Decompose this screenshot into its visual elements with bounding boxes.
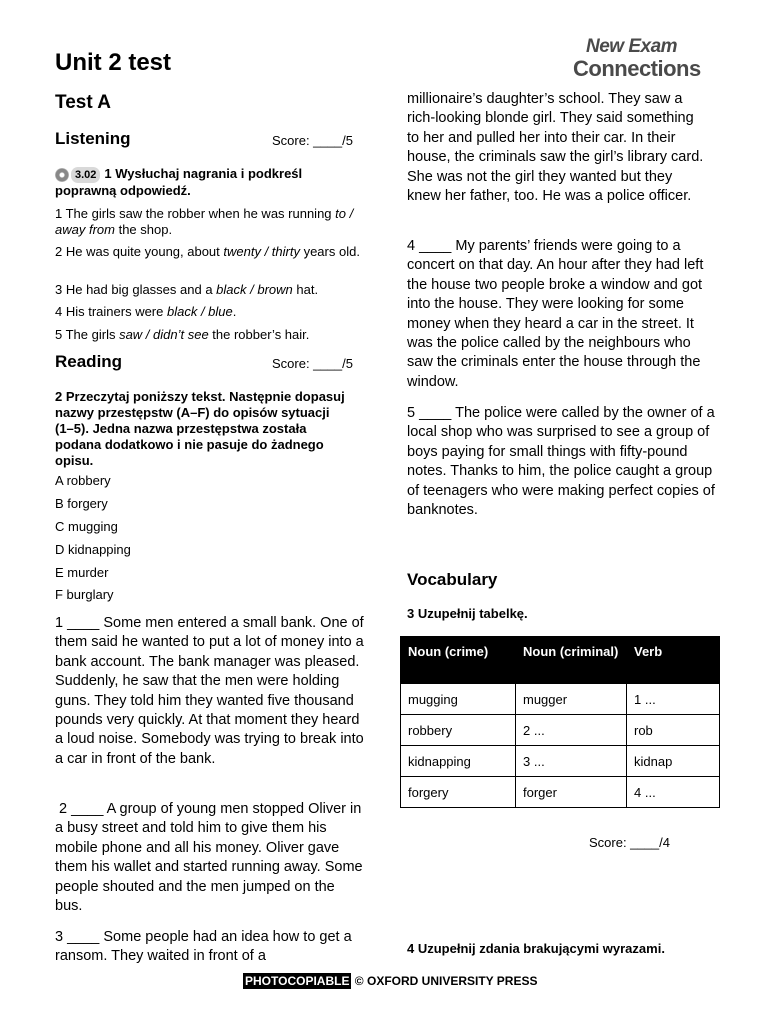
- unit-title: Unit 2 test: [55, 49, 172, 76]
- reading-heading: Reading: [55, 352, 123, 371]
- option-b: B forgery: [55, 496, 108, 511]
- listening-item: 3 He had big glasses and a black / brown hat.: [55, 282, 319, 297]
- vocabulary-score: Score: ____/4: [589, 835, 670, 850]
- column-header: Noun (crime): [401, 637, 516, 684]
- option-a: A robbery: [55, 473, 111, 488]
- table-header-row: [401, 637, 720, 684]
- footer: [243, 974, 537, 988]
- reading-text-2: 2 ____ A group of young men stopped Oliver in a busy street and told him to give them his mobile phone and all his money. Oliver gave them his wallet and started running away. Some people shouted and the men jumped on the bus.: [55, 801, 367, 915]
- listening-instruction: [55, 166, 355, 199]
- table-row: [401, 715, 720, 746]
- table-row: [401, 746, 720, 777]
- photocopiable-label: PHOTOCOPIABLE: [245, 974, 350, 988]
- reading-text-3-continued: millionaire’s daughter’s school. They saw a rich-looking blonde girl. They said something to her and pulled her into their car. In their house, the criminals saw the girl’s library card. She was not the girl they wanted but they knew her father, too. He was a police officer.: [407, 91, 704, 205]
- reading-text-1: 1 ____ Some men entered a small bank. One of them said he wanted to put a lot of money into a bank account. The bank manager was pleased. Suddenly, he saw that the men were holding guns. They told him they wanted five thousand pounds very quickly. At that moment they heard a loud noise. Somebody was trying to break into a car in front of the bank.: [55, 615, 364, 767]
- logo-connections: Connections: [573, 56, 701, 81]
- table-cell: mugging: [401, 684, 516, 715]
- table-cell: 2 ...: [516, 715, 627, 746]
- track-number: 3.02: [71, 167, 100, 183]
- option-c: C mugging: [55, 519, 118, 534]
- table-cell: kidnapping: [401, 746, 516, 777]
- column-header: Noun (criminal): [516, 637, 627, 684]
- table-cell: 4 ...: [627, 777, 720, 808]
- table-cell: robbery: [401, 715, 516, 746]
- logo-new-exam: New Exam: [586, 36, 678, 57]
- vocabulary-heading: Vocabulary: [407, 570, 498, 589]
- vocabulary-instruction: 3 Uzupełnij tabelkę.: [407, 606, 528, 621]
- listening-item: 2 He was quite young, about twenty / thirty years old.: [55, 244, 360, 259]
- table-cell: 1 ...: [627, 684, 720, 715]
- publisher-label: © OXFORD UNIVERSITY PRESS: [351, 974, 538, 988]
- reading-score: Score: ____/5: [272, 356, 353, 371]
- listening-heading: Listening: [55, 129, 131, 148]
- reading-text-4: 4 ____ My parents’ friends were going to a concert on that day. An hour after they had left the house two people broke a window and got into the house. They were looking for some money when they heard a car in the street. It was the police called by the neighbours who saw the criminals enter the house through the window.: [407, 238, 704, 390]
- option-f: F burglary: [55, 587, 114, 602]
- option-d: D kidnapping: [55, 542, 131, 557]
- reading-text-5: 5 ____ The police were called by the owner of a local shop who was surprised to see a group of boys paying for small things with fifty-pound notes. Thanks to him, the police caught a group of teenagers who were making perfect copies of banknotes.: [407, 405, 715, 519]
- test-title: Test A: [55, 92, 111, 113]
- option-e: E murder: [55, 565, 109, 580]
- column-header: Verb: [627, 637, 720, 684]
- reading-text-3: 3 ____ Some people had an idea how to get a ransom. They waited in front of a: [55, 929, 352, 965]
- listening-item: 1 The girls saw the robber when he was running to / away from the shop.: [55, 206, 354, 237]
- table-cell: 3 ...: [516, 746, 627, 777]
- table-cell: rob: [627, 715, 720, 746]
- listening-item: 4 His trainers were black / blue.: [55, 304, 237, 319]
- table-cell: kidnap: [627, 746, 720, 777]
- exercise-4-instruction: 4 Uzupełnij zdania brakującymi wyrazami.: [407, 941, 665, 956]
- table-cell: forgery: [401, 777, 516, 808]
- table-cell: mugger: [516, 684, 627, 715]
- cd-icon: [55, 168, 69, 182]
- listening-score: Score: ____/5: [272, 133, 353, 148]
- vocabulary-table: [400, 636, 720, 808]
- table-row: [401, 777, 720, 808]
- listening-instruction-text: 1 Wysłuchaj nagrania i podkreśl poprawną odpowiedź.: [55, 166, 303, 198]
- reading-instruction: 2 Przeczytaj poniższy tekst. Następnie dopasuj nazwy przestępstw (A–F) do opisów sytuacji (1–5). Jedna nazwa przestępstwa została podana dodatkowo i nie pasuje do żadnego opisu.: [55, 389, 345, 468]
- listening-item: 5 The girls saw / didn’t see the robber’s hair.: [55, 327, 310, 342]
- table-cell: forger: [516, 777, 627, 808]
- table-row: [401, 684, 720, 715]
